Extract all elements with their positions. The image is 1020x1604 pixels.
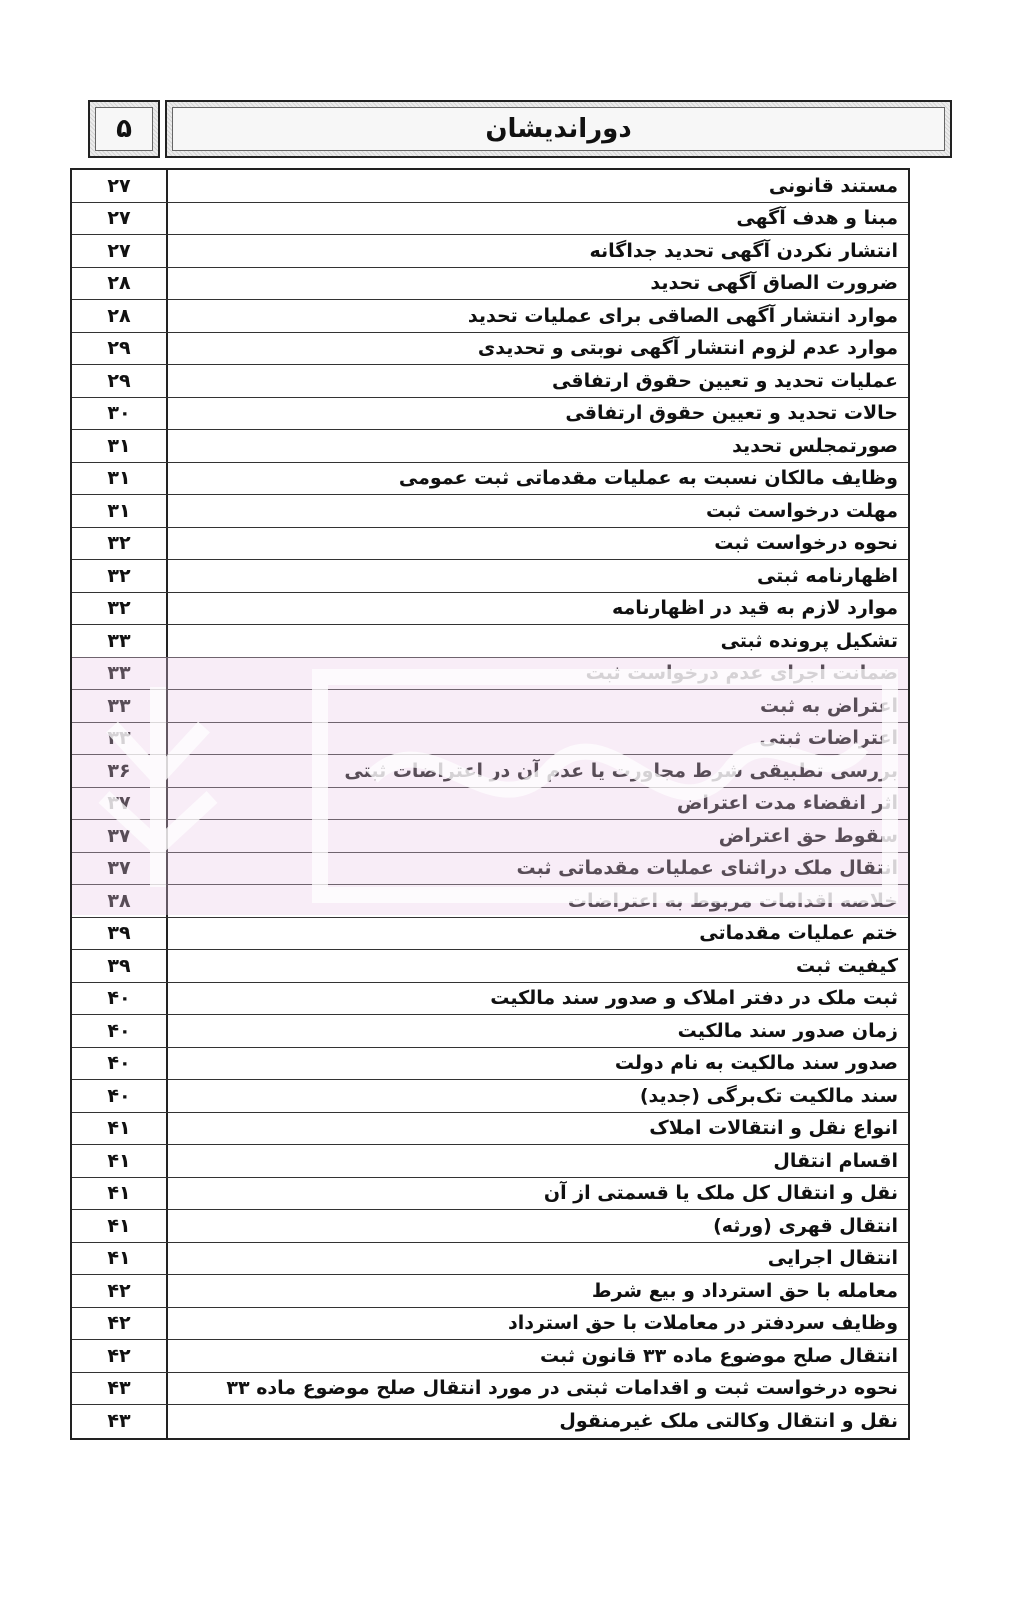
page-number-box bbox=[88, 100, 160, 158]
toc-page-number: ۲۹ bbox=[72, 333, 168, 365]
toc-entry-title: سقوط حق اعتراض bbox=[718, 824, 898, 847]
toc-row bbox=[72, 1080, 908, 1113]
toc-page-number: ۳۸ bbox=[72, 885, 168, 917]
toc-page-number: ۴۲ bbox=[72, 1308, 168, 1340]
toc-page-number: ۴۱ bbox=[72, 1145, 168, 1177]
toc-entry-title: زمان صدور سند مالکیت bbox=[677, 1019, 898, 1042]
toc-page-number: ۳۷ bbox=[72, 820, 168, 852]
toc-page-number: ۳۱ bbox=[72, 430, 168, 462]
toc-row bbox=[72, 528, 908, 561]
toc-page-number: ۳۳ bbox=[72, 723, 168, 755]
toc-row bbox=[72, 1145, 908, 1178]
toc-row bbox=[72, 950, 908, 983]
toc-entry-title: معامله با حق استرداد و بیع شرط bbox=[591, 1279, 898, 1302]
toc-entry-title: تشکیل پرونده ثبتی bbox=[720, 629, 898, 652]
toc-entry-title: نقل و انتقال وکالتی ملک غیرمنقول bbox=[559, 1410, 898, 1433]
toc-row bbox=[72, 560, 908, 593]
toc-row bbox=[72, 918, 908, 951]
toc-row bbox=[72, 788, 908, 821]
toc-page-number: ۳۰ bbox=[72, 398, 168, 430]
page-number: ۵ bbox=[95, 107, 153, 151]
toc-row bbox=[72, 365, 908, 398]
toc-page-number: ۳۳ bbox=[72, 690, 168, 722]
toc-entry-title: نحوه درخواست ثبت bbox=[714, 532, 898, 555]
toc-entry-title: اقسام انتقال bbox=[773, 1149, 898, 1172]
toc-entry-title: ثبت ملک در دفتر املاک و صدور سند مالکیت bbox=[490, 987, 898, 1010]
toc-entry-title: ضمانت اجرای عدم درخواست ثبت bbox=[585, 662, 898, 685]
toc-entry-title: صدور سند مالکیت به نام دولت bbox=[614, 1052, 898, 1075]
toc-row bbox=[72, 268, 908, 301]
toc-entry-title: عملیات تحدید و تعیین حقوق ارتفاقی bbox=[551, 369, 898, 392]
toc-row bbox=[72, 1373, 908, 1406]
page-header bbox=[88, 100, 952, 158]
toc-page-number: ۴۰ bbox=[72, 1080, 168, 1112]
toc-entry-title: انتقال ملک دراثنای عملیات مقدماتی ثبت bbox=[516, 857, 898, 880]
toc-entry-title: حالات تحدید و تعیین حقوق ارتفاقی bbox=[565, 402, 898, 425]
toc-page-number: ۴۰ bbox=[72, 1048, 168, 1080]
toc-entry-title: مستند قانونی bbox=[768, 174, 898, 197]
toc-page-number: ۳۲ bbox=[72, 528, 168, 560]
toc-entry-title: بررسی تطبیقی شرط مجاورت یا عدم آن در اعتراضات ثبتی bbox=[344, 759, 898, 782]
toc-entry-title: موارد لازم به قید در اظهارنامه bbox=[611, 597, 898, 620]
toc-row bbox=[72, 885, 908, 918]
toc-row bbox=[72, 690, 908, 723]
toc-page-number: ۳۷ bbox=[72, 788, 168, 820]
toc-entry-title: نحوه درخواست ثبت و اقدامات ثبتی در مورد انتقال صلح موضوع ماده ۳۳ bbox=[226, 1377, 898, 1400]
toc-entry-title: وظایف مالکان نسبت به عملیات مقدماتی ثبت عمومی bbox=[398, 467, 898, 490]
toc-row bbox=[72, 170, 908, 203]
toc-page-number: ۳۷ bbox=[72, 853, 168, 885]
toc-row bbox=[72, 1048, 908, 1081]
toc-row bbox=[72, 235, 908, 268]
toc-page-number: ۲۸ bbox=[72, 300, 168, 332]
toc-entry-title: مبنا و هدف آگهی bbox=[736, 207, 898, 230]
toc-entry-title: اعتراضات ثبتی bbox=[759, 727, 898, 750]
toc-entry-title: موارد انتشار آگهی الصاقی برای عملیات تحدید bbox=[467, 304, 898, 327]
toc-page-number: ۲۷ bbox=[72, 235, 168, 267]
toc-row bbox=[72, 463, 908, 496]
toc-entry-title: کیفیت ثبت bbox=[796, 954, 898, 977]
toc-row bbox=[72, 300, 908, 333]
toc-entry-title: اظهارنامه ثبتی bbox=[756, 564, 898, 587]
toc-page-number: ۳۹ bbox=[72, 918, 168, 950]
toc-entry-title: اعتراض به ثبت bbox=[759, 694, 898, 717]
toc-row bbox=[72, 658, 908, 691]
toc-page-number: ۳۹ bbox=[72, 950, 168, 982]
toc-entry-title: انواع نقل و انتقالات املاک bbox=[649, 1117, 898, 1140]
toc-entry-title: اثر انقضاء مدت اعتراض bbox=[676, 792, 898, 815]
toc-entry-title: ضرورت الصاق آگهی تحدید bbox=[650, 272, 898, 295]
toc-entry-title: سند مالکیت تک‌برگی (جدید) bbox=[639, 1084, 898, 1107]
toc-page-number: ۴۱ bbox=[72, 1243, 168, 1275]
toc-page-number: ۳۱ bbox=[72, 463, 168, 495]
toc-row bbox=[72, 1178, 908, 1211]
toc-row bbox=[72, 593, 908, 626]
toc-entry-title: انتشار نکردن آگهی تحدید جداگانه bbox=[589, 239, 898, 262]
toc-page-number: ۴۳ bbox=[72, 1405, 168, 1438]
toc-page-number: ۳۳ bbox=[72, 658, 168, 690]
toc-entry-title: وظایف سردفتر در معاملات با حق استرداد bbox=[507, 1312, 898, 1335]
toc-page-number: ۳۶ bbox=[72, 755, 168, 787]
toc-entry-title: انتقال صلح موضوع ماده ۳۳ قانون ثبت bbox=[539, 1344, 898, 1367]
toc-row bbox=[72, 1275, 908, 1308]
toc-row bbox=[72, 1405, 908, 1438]
toc-row bbox=[72, 430, 908, 463]
toc-row bbox=[72, 1113, 908, 1146]
toc-row bbox=[72, 1210, 908, 1243]
toc-page-number: ۲۷ bbox=[72, 203, 168, 235]
table-of-contents bbox=[70, 168, 910, 1440]
toc-row bbox=[72, 820, 908, 853]
toc-row bbox=[72, 1243, 908, 1276]
toc-page-number: ۳۲ bbox=[72, 593, 168, 625]
toc-page-number: ۴۰ bbox=[72, 983, 168, 1015]
toc-entry-title: انتقال اجرایی bbox=[767, 1247, 898, 1270]
toc-page-number: ۴۲ bbox=[72, 1275, 168, 1307]
toc-entry-title: موارد عدم لزوم انتشار آگهی نوبتی و تحدیدی bbox=[477, 337, 898, 360]
toc-row bbox=[72, 1340, 908, 1373]
toc-entry-title: نقل و انتقال کل ملک یا قسمتی از آن bbox=[543, 1182, 898, 1205]
toc-entry-title: انتقال قهری (ورثه) bbox=[713, 1214, 898, 1237]
book-title-box bbox=[165, 100, 952, 158]
toc-page-number: ۴۱ bbox=[72, 1210, 168, 1242]
toc-entry-title: خلاصه اقدامات مربوط به اعتراضات bbox=[567, 889, 898, 912]
toc-page-number: ۴۱ bbox=[72, 1113, 168, 1145]
toc-row bbox=[72, 983, 908, 1016]
toc-page-number: ۳۲ bbox=[72, 560, 168, 592]
toc-page-number: ۴۱ bbox=[72, 1178, 168, 1210]
toc-row bbox=[72, 625, 908, 658]
toc-page-number: ۲۷ bbox=[72, 170, 168, 202]
toc-entry-title: مهلت درخواست ثبت bbox=[705, 499, 898, 522]
toc-page-number: ۴۳ bbox=[72, 1373, 168, 1405]
toc-row bbox=[72, 1015, 908, 1048]
book-title: دوراندیشان bbox=[172, 107, 945, 151]
toc-entry-title: ختم عملیات مقدماتی bbox=[699, 922, 898, 945]
toc-row bbox=[72, 495, 908, 528]
toc-page-number: ۳۳ bbox=[72, 625, 168, 657]
toc-page-number: ۲۸ bbox=[72, 268, 168, 300]
toc-row bbox=[72, 398, 908, 431]
toc-row bbox=[72, 203, 908, 236]
toc-row bbox=[72, 333, 908, 366]
toc-page-number: ۲۹ bbox=[72, 365, 168, 397]
toc-row bbox=[72, 1308, 908, 1341]
toc-page-number: ۴۲ bbox=[72, 1340, 168, 1372]
toc-page-number: ۴۰ bbox=[72, 1015, 168, 1047]
toc-row bbox=[72, 755, 908, 788]
toc-entry-title: صورتمجلس تحدید bbox=[732, 434, 898, 457]
toc-row bbox=[72, 853, 908, 886]
toc-row bbox=[72, 723, 908, 756]
toc-page-number: ۳۱ bbox=[72, 495, 168, 527]
